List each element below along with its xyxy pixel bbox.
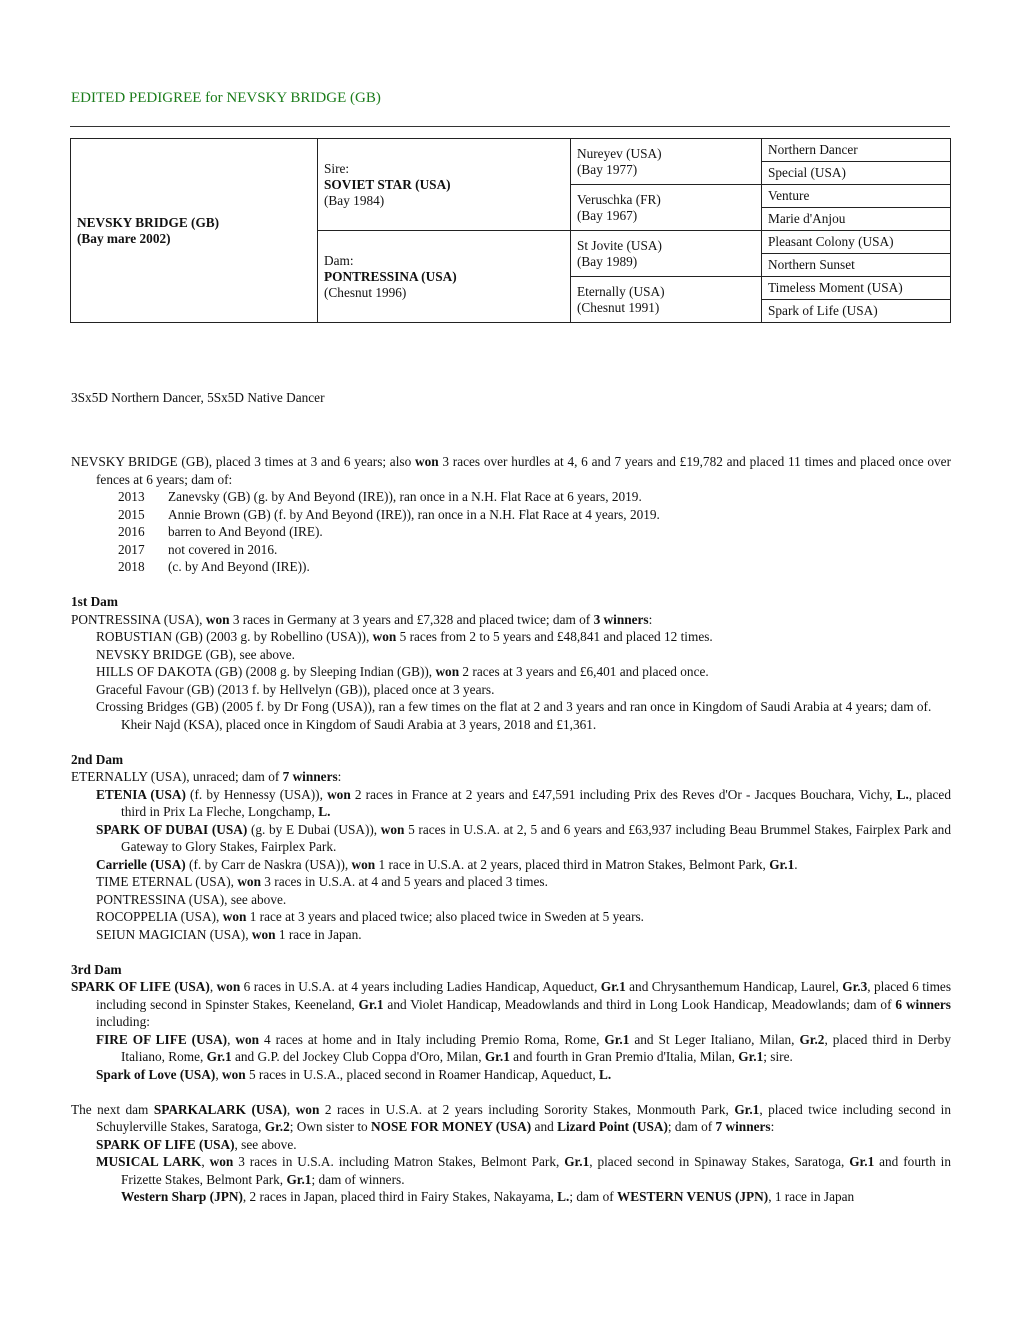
- produce-entry: Kheir Najd (KSA), placed once in Kingdom of Saudi Arabia at 3 years, 2018 and £1,361.: [121, 716, 597, 732]
- sire-name: SOVIET STAR (USA): [324, 176, 451, 192]
- subject-summary: NEVSKY BRIDGE (GB), placed 3 times at 3 and 6 years; also won 3 races over hurdles at 4, 6 and 7 years and £19,782 and placed 11 times and placed once over fences at 6 years; dam of:: [71, 454, 951, 487]
- first-dam-summary: PONTRESSINA (USA), won 3 races in Germany at 3 years and £7,328 and placed twice; dam of 3 winners:: [71, 611, 653, 627]
- sire-desc: (Bay 1984): [324, 192, 385, 208]
- produce-entry: PONTRESSINA (USA), see above.: [96, 891, 287, 907]
- dam-sire-cell: [571, 231, 762, 277]
- gen4-ancestor: Venture: [762, 185, 951, 208]
- produce-entry: ROCOPPELIA (USA), won 1 race at 3 years and placed twice; also placed twice in Sweden at 5 years.: [96, 909, 645, 924]
- ancestor-name: Veruschka (FR): [577, 191, 661, 207]
- gen4-ancestor: Special (USA): [762, 162, 951, 185]
- dam-name: PONTRESSINA (USA): [324, 268, 457, 284]
- produce-entry: Carrielle (USA) (f. by Carr de Naskra (USA)), won 1 race in U.S.A. at 2 years, placed third in Matron Stakes, Belmont Park, Gr.1.: [96, 856, 798, 872]
- third-dam-heading: 3rd Dam: [71, 961, 122, 977]
- ancestor-name: St Jovite (USA): [577, 237, 662, 253]
- ancestor-desc: (Bay 1989): [577, 253, 638, 269]
- sire-dam-cell: [571, 185, 762, 231]
- title-divider: [70, 126, 950, 127]
- produce-entry: ETENIA (USA) (f. by Hennessy (USA)), won 2 races in France at 2 years and £47,591 including Prix des Reves d'Or - Jacques Bouchara, Vichy, L., placed third in Prix La Fleche, Longchamp, L.: [96, 786, 951, 819]
- subject-horse-desc: (Bay mare 2002): [77, 230, 171, 246]
- dam-label: Dam:: [324, 252, 354, 268]
- foal-entry: 2013 Zanevsky (GB) (g. by And Beyond (IRE)), ran once in a N.H. Flat Race at 6 years, 2019.: [118, 489, 642, 504]
- dam-desc: (Chesnut 1996): [324, 284, 407, 300]
- foal-entry: 2018 (c. by And Beyond (IRE)).: [118, 559, 310, 574]
- ancestor-desc: (Chesnut 1991): [577, 299, 660, 315]
- inbreeding-note: 3Sx5D Northern Dancer, 5Sx5D Native Dancer: [71, 390, 325, 405]
- gen4-ancestor: Northern Dancer: [762, 139, 951, 162]
- foal-entry: 2015 Annie Brown (GB) (f. by And Beyond (IRE)), ran once in a N.H. Flat Race at 4 years, 2019.: [118, 506, 660, 522]
- second-dam-summary: ETERNALLY (USA), unraced; dam of 7 winners:: [71, 769, 342, 784]
- produce-entry: MUSICAL LARK, won 3 races in U.S.A. including Matron Stakes, Belmont Park, Gr.1, placed second in Spinaway Stakes, Saratoga, Gr.1 and fourth in Frizette Stakes, Belmont Park, Gr.1; dam of winners.: [96, 1154, 951, 1187]
- dam-cell: [318, 231, 571, 323]
- foal-entry: 2017 not covered in 2016.: [118, 541, 278, 557]
- ancestor-desc: (Bay 1977): [577, 161, 638, 177]
- ancestor-name: Nureyev (USA): [577, 145, 662, 161]
- sire-label: Sire:: [324, 160, 350, 176]
- gen4-ancestor: Spark of Life (USA): [762, 300, 951, 323]
- produce-entry: FIRE OF LIFE (USA), won 4 races at home and in Italy including Premio Roma, Rome, Gr.1 and St Leger Italiano, Milan, Gr.2, placed third in Derby Italiano, Rome, Gr.1 and G.P. del Jockey Club Coppa d'Oro, Milan, Gr.1 and fourth in Gran Premio d'Italia, Milan, Gr.1; sire.: [96, 1031, 951, 1064]
- produce-entry: NEVSKY BRIDGE (GB), see above.: [96, 646, 295, 662]
- gen4-ancestor: Northern Sunset: [762, 254, 951, 277]
- subject-horse-name: NEVSKY BRIDGE (GB): [77, 214, 220, 230]
- dam-dam-cell: [571, 277, 762, 323]
- next-dam-summary: The next dam SPARKALARK (USA), won 2 races in U.S.A. at 2 years including Sorority Stakes, Monmouth Park, Gr.1, placed twice including second in Schuylerville Stakes, Saratoga, Gr.2; Own sister to NOSE FOR MONEY (USA) and Lizard Point (USA); dam of 7 winners:: [71, 1101, 951, 1134]
- ancestor-name: Eternally (USA): [577, 283, 665, 299]
- produce-entry: SPARK OF DUBAI (USA) (g. by E Dubai (USA)), won 5 races in U.S.A. at 2, 5 and 6 years and £63,937 including Beau Brummel Stakes, Fairplex Park and Gateway to Glory Stakes, Fairplex Park.: [96, 821, 951, 854]
- subject-horse-cell: [71, 139, 318, 323]
- produce-entry: Graceful Favour (GB) (2013 f. by Hellvelyn (GB)), placed once at 3 years.: [96, 681, 495, 697]
- page-title: EDITED PEDIGREE for NEVSKY BRIDGE (GB): [71, 90, 381, 106]
- pedigree-table: [70, 138, 951, 323]
- produce-entry: Crossing Bridges (GB) (2005 f. by Dr Fong (USA)), ran a few times on the flat at 2 and 3 years and ran once in Kingdom of Saudi Arabia at 4 years; dam of.: [96, 699, 932, 714]
- sire-cell: [318, 139, 571, 231]
- foal-entry: 2016 barren to And Beyond (IRE).: [118, 524, 323, 539]
- gen4-ancestor: Timeless Moment (USA): [762, 277, 951, 300]
- third-dam-summary: SPARK OF LIFE (USA), won 6 races in U.S.A. at 4 years including Ladies Handicap, Aqueduct, Gr.1 and Chrysanthemum Handicap, Laurel, Gr.3, placed 6 times including second in Spinster Stakes, Keeneland, Gr.1 and Violet Handicap, Meadowlands and third in Long Look Handicap, Meadowlands; dam of 6 winners including:: [71, 979, 952, 1029]
- gen4-ancestor: Pleasant Colony (USA): [762, 231, 951, 254]
- produce-entry: HILLS OF DAKOTA (GB) (2008 g. by Sleeping Indian (GB)), won 2 races at 3 years and £6,401 and placed once.: [96, 664, 709, 679]
- produce-entry: SEIUN MAGICIAN (USA), won 1 race in Japan.: [96, 926, 362, 942]
- produce-entry: Western Sharp (JPN), 2 races in Japan, placed third in Fairy Stakes, Nakayama, L.; dam of WESTERN VENUS (JPN), 1 race in Japan: [121, 1189, 855, 1204]
- produce-entry: Spark of Love (USA), won 5 races in U.S.A., placed second in Roamer Handicap, Aqueduct, L.: [96, 1066, 612, 1082]
- sire-sire-cell: [571, 139, 762, 185]
- produce-entry: ROBUSTIAN (GB) (2003 g. by Robellino (USA)), won 5 races from 2 to 5 years and £48,841 and placed 12 times.: [96, 629, 713, 644]
- produce-entry: SPARK OF LIFE (USA), see above.: [96, 1136, 297, 1152]
- ancestor-desc: (Bay 1967): [577, 207, 638, 223]
- gen4-ancestor: Marie d'Anjou: [762, 208, 951, 231]
- first-dam-heading: 1st Dam: [71, 594, 118, 609]
- second-dam-heading: 2nd Dam: [71, 751, 124, 767]
- produce-entry: TIME ETERNAL (USA), won 3 races in U.S.A. at 4 and 5 years and placed 3 times.: [96, 874, 548, 889]
- produce-record: [71, 453, 951, 1206]
